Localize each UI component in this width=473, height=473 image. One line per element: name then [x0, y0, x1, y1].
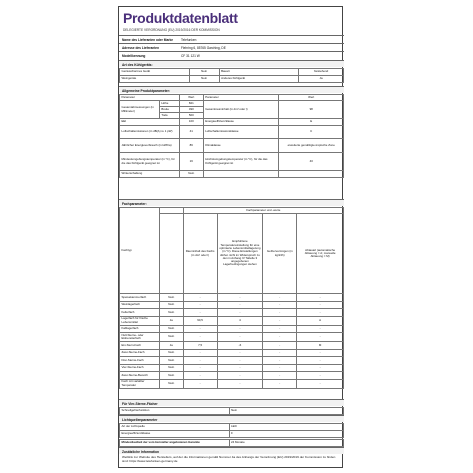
- compartment-cell: -: [183, 357, 217, 365]
- compartment-cell: -: [217, 379, 263, 388]
- compartment-cell: -: [263, 357, 297, 365]
- four-star-table: [119, 407, 344, 415]
- compartment-cell: -: [183, 372, 217, 380]
- type-section-header: Art des Kühlgeräts:: [119, 60, 344, 67]
- four-star-section-header: Für Vier-Sterne-Fächer: [119, 399, 344, 406]
- compartment-cell: -: [217, 333, 263, 342]
- extra-section-header: Zusätzliche Information: [119, 447, 344, 454]
- annual-energy-label: Jährlicher Energieverbrauch (in kWh/a): [120, 139, 180, 153]
- compartment-cell: -: [183, 301, 217, 309]
- warranty-label: Mindestlaufzeit der vom Hersteller angebotenen Garantie: [120, 440, 230, 447]
- height-value: 821: [179, 101, 203, 107]
- param-header: Parameter: [203, 95, 279, 101]
- compartment-cell: Nein: [159, 379, 183, 388]
- compartment-group-header: Fachparameter und -werte: [183, 208, 343, 214]
- compartment-row: [120, 372, 344, 380]
- compartment-freeze-header: Gefriervermögen (in kg/24h): [263, 214, 297, 294]
- compartment-cell: Nein: [159, 364, 183, 372]
- winter-label: Winterschaltung: [120, 171, 180, 178]
- extra-info-text: Weblink zur Website des Herstellers, auf der die Informationen gemäß Nummer 4a des Anhangs der Verordnung (EU) 2019/2019 der Kommission zu finden sind: https://www.telefunken-germany.de: [122, 455, 336, 463]
- compartment-row: [120, 349, 344, 357]
- compartment-cell: -: [217, 294, 263, 302]
- compartment-cell: -: [297, 349, 344, 357]
- compartment-name: Zwei-Sterne-Fach: [120, 349, 160, 357]
- compartment-row: [120, 309, 344, 317]
- max-temp-value: 43: [279, 153, 344, 171]
- compartment-cell: Nein: [159, 301, 183, 309]
- eei-label: EEI: [120, 119, 180, 126]
- compartment-cell: -: [183, 379, 217, 388]
- compartment-cell: -: [217, 349, 263, 357]
- compartment-cell: -: [183, 333, 217, 342]
- compartment-cell: -: [263, 333, 297, 342]
- compartment-name: Weinlagerfach: [120, 301, 160, 309]
- energy-class-label: Energieeffizienzklasse: [203, 119, 279, 126]
- compartment-name: Vier-Sterne-Fach: [120, 364, 160, 372]
- compartment-cell: 4: [217, 316, 263, 325]
- warranty-value: 24 Monate: [229, 440, 343, 447]
- compartment-cell: Ja: [159, 342, 183, 350]
- climate-class-value: erweiterte gemäßigte-tropische Zone: [279, 139, 344, 153]
- compartment-cell: -6: [217, 342, 263, 350]
- model-row: [119, 51, 344, 59]
- compartment-row: [120, 316, 344, 325]
- compartment-cell: -: [263, 316, 297, 325]
- quick-freeze-value: Nein: [229, 408, 343, 415]
- model-value: CF 31 121 W: [181, 53, 200, 58]
- light-table: [119, 423, 344, 438]
- compartment-cell: -: [263, 325, 297, 333]
- compartment-cell: -: [217, 325, 263, 333]
- energy-class-value: E: [279, 119, 344, 126]
- depth-label: Tiefe: [159, 113, 179, 119]
- page-title: Produktdatenblatt: [123, 10, 238, 26]
- compartment-cell: -: [297, 301, 344, 309]
- dimensions-label: Gesamtabmessungen (in Millimeter): [120, 101, 160, 119]
- compartment-cell: -: [183, 309, 217, 317]
- compartment-row: [120, 364, 344, 372]
- compartment-cell: Nein: [159, 294, 183, 302]
- compartment-cell: -: [297, 309, 344, 317]
- regulation-subtitle: DELEGIERTE VERORDNUNG (EU) 2019/2016 DER KOMMISSION: [123, 28, 220, 32]
- light-class-label: Energieeffizienzklasse: [120, 431, 230, 438]
- type-label: Anderes Kühlgerät: [219, 76, 299, 83]
- compartment-row: [120, 342, 344, 350]
- compartment-defrost-header: Abtauart (automatische Abtauung = A; manuelle Abtauung = M): [297, 214, 344, 294]
- params-table: [119, 94, 344, 178]
- compartment-cell: Nein: [159, 333, 183, 342]
- supplier-name-row: [119, 35, 344, 43]
- supplier-name-label: Name des Lieferanten oder Marke: [122, 37, 174, 42]
- warranty-table: [119, 439, 344, 447]
- compartment-volume-header: Rauminhalt des Fachs (in dm³ oder l): [183, 214, 217, 294]
- value-header: Wert: [279, 95, 344, 101]
- compartment-name: Null-Sterne- oder Eisbereiterfach: [120, 333, 160, 342]
- compartment-cell: M: [297, 342, 344, 350]
- compartment-cell: -: [297, 372, 344, 380]
- compartment-cell: Nein: [159, 372, 183, 380]
- min-temp-value: 16: [179, 153, 203, 171]
- supplier-name-value: Telefunken: [181, 37, 197, 42]
- model-label: Modellkennung: [122, 53, 146, 58]
- volume-value: 98: [279, 101, 344, 119]
- compartment-cell: -: [217, 372, 263, 380]
- compartment-name: Kaltlagerfach: [120, 325, 160, 333]
- compartment-cell: -: [297, 333, 344, 342]
- height-label: Höhe: [159, 101, 179, 107]
- compartment-cell: Nein: [159, 349, 183, 357]
- compartment-cell: -: [263, 349, 297, 357]
- compartment-cell: -: [263, 372, 297, 380]
- depth-value: 500: [179, 113, 203, 119]
- compartment-cell: -: [263, 379, 297, 388]
- noise-value: 41: [179, 126, 203, 139]
- compartment-cell: -: [217, 364, 263, 372]
- compartment-cell: -: [297, 379, 344, 388]
- type-value: Nein: [189, 69, 219, 76]
- compartment-cell: -: [297, 294, 344, 302]
- compartment-cell: -: [217, 301, 263, 309]
- type-table: [119, 68, 344, 83]
- compartment-table: [119, 207, 344, 389]
- supplier-address-row: [119, 43, 344, 51]
- compartment-cell: Nein: [159, 357, 183, 365]
- compartment-row: [120, 294, 344, 302]
- compartment-row: [120, 325, 344, 333]
- annual-energy-value: 86: [179, 139, 203, 153]
- compartment-cell: -: [183, 349, 217, 357]
- compartment-row: [120, 333, 344, 342]
- eei-value: 100: [179, 119, 203, 126]
- quick-freeze-label: Schnellgefrierfunktion: [120, 408, 230, 415]
- compartment-section-header: Fachparameter:: [119, 199, 344, 206]
- light-class-value: F: [229, 431, 343, 438]
- compartment-cell: -: [263, 309, 297, 317]
- compartment-row: [120, 379, 344, 388]
- compartment-cell: -: [263, 364, 297, 372]
- noise-class-label: Luftschallemissionsklasse: [203, 126, 279, 139]
- type-label: Geräuscharmes Gerät: [120, 69, 190, 76]
- light-section-header: Lichtquellenparameter: [119, 415, 344, 422]
- volume-label: Gesamtrauminhalt (in dm³ oder l): [203, 101, 279, 119]
- compartment-cell: -: [263, 301, 297, 309]
- supplier-address-value: Flehring 6, 85765 Garching, DE: [181, 45, 226, 50]
- compartment-cell: -: [217, 357, 263, 365]
- value-header: Wert: [179, 95, 203, 101]
- compartment-cell: 7,5: [183, 342, 217, 350]
- compartment-cell: -: [297, 325, 344, 333]
- compartment-type-header: Fachtyp: [120, 208, 160, 294]
- compartment-name: Lagerfach für frische Lebensmittel: [120, 316, 160, 325]
- type-label: Weingeräte: [120, 76, 190, 83]
- compartment-cell: -: [183, 325, 217, 333]
- compartment-row: [120, 301, 344, 309]
- compartment-cell: -: [263, 342, 297, 350]
- compartment-cell: -: [217, 309, 263, 317]
- compartment-name: Drei-Sterne-Fach: [120, 357, 160, 365]
- compartment-row: [120, 357, 344, 365]
- compartment-name: Ein-Stern-Fach: [120, 342, 160, 350]
- light-type-label: Art der Lichtquelle: [120, 424, 230, 431]
- min-temp-label: Mindestumgebungstemperatur (in °C), für die das Kühlgerät geeignet ist: [120, 153, 180, 171]
- type-row: [120, 76, 344, 83]
- compartment-cell: -: [263, 294, 297, 302]
- compartment-name: Kellerfach: [120, 309, 160, 317]
- compartment-name: Fach mit variabler Temperatur: [120, 379, 160, 388]
- compartment-temp-header: Empfohlene Temperatureinstellung für eine optimierte Lebensmittellagerung (in °C). Diese Einstellungen dürfen nicht im Widerspruch zu den in Anhang IV Tabelle 3 angegebenen Lagerbedingungen stehen: [217, 214, 263, 294]
- width-value: 490: [179, 107, 203, 113]
- param-header: Parameter: [120, 95, 180, 101]
- compartment-name: Zwei-Sterne-Bereich: [120, 372, 160, 380]
- noise-label: Luftschallemissionen (in dB(A) re 1 pW): [120, 126, 180, 139]
- type-label: Bauart: [219, 69, 299, 76]
- compartment-cell: Nein: [159, 309, 183, 317]
- params-section-header: Allgemeine Produktparameter:: [119, 86, 344, 93]
- max-temp-label: Höchstumgebungstemperatur (in °C), für die das Kühlgerät geeignet ist: [203, 153, 279, 171]
- product-data-sheet: [118, 6, 343, 468]
- type-row: [120, 69, 344, 76]
- type-value: Ja: [299, 76, 344, 83]
- compartment-name: Speisekammerfach: [120, 294, 160, 302]
- supplier-address-label: Adresse des Lieferanten: [122, 45, 160, 50]
- compartment-cell: Nein: [159, 325, 183, 333]
- compartment-cell: -: [183, 364, 217, 372]
- compartment-cell: -: [297, 357, 344, 365]
- compartment-cell: 90,5: [183, 316, 217, 325]
- compartment-cell: -: [297, 364, 344, 372]
- compartment-cell: Ja: [159, 316, 183, 325]
- climate-class-label: Klimaklasse: [203, 139, 279, 153]
- type-value: Nein: [189, 76, 219, 83]
- winter-value: Nein: [179, 171, 203, 178]
- noise-class-value: C: [279, 126, 344, 139]
- type-value: freistehend: [299, 69, 344, 76]
- width-label: Breite: [159, 107, 179, 113]
- light-type-value: LED: [229, 424, 343, 431]
- compartment-cell: A: [297, 316, 344, 325]
- compartment-cell: -: [183, 294, 217, 302]
